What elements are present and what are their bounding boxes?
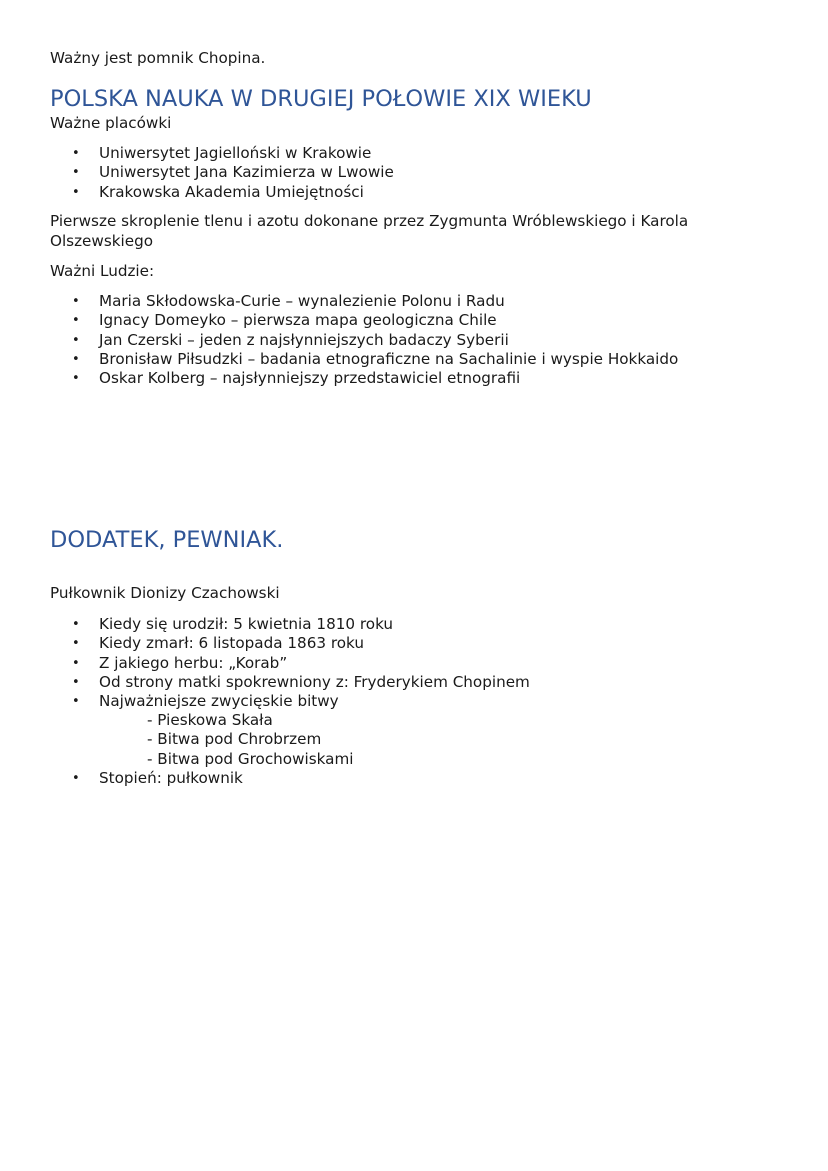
list-item: • Maria Skłodowska-Curie – wynalezienie Polonu i Radu [72,292,505,310]
bullet-icon: • [72,165,80,181]
list-item: • Z jakiego herbu: „Korab” [72,653,288,672]
list-item: • Uniwersytet Jana Kazimierza w Lwowie [72,163,394,182]
bullet-icon: • [72,694,80,710]
people-list [50,292,678,388]
list-item: - Pieskowa Skała [147,711,273,729]
paragraph-line-2: Olszewskiego [50,232,154,250]
intro-line: Ważny jest pomnik Chopina. [50,49,266,67]
bullet-icon: • [72,771,80,786]
section-heading-appendix: DODATEK, PEWNIAK. [50,527,284,553]
list-item: • Jan Czerski – jeden z najsłynniejszych badaczy Syberii [72,330,509,349]
bullet-icon: • [72,674,80,690]
list-item: • Od strony matki spokrewniony z: Fryderykiem Chopinem [72,672,530,691]
list-item: • Bronisław Piłsudzki – badania etnograficzne na Sachalinie i wyspie Hokkaido [72,349,679,368]
bullet-icon: • [72,184,80,200]
list-item: • Kiedy zmarł: 6 listopada 1863 roku [72,634,365,653]
bullet-icon: • [72,371,80,387]
list-item: • Uniwersytet Jagielloński w Krakowie [72,144,372,162]
list-item: • Najważniejsze zwycięskie bitwy [72,692,339,711]
battles-list [50,711,354,769]
bullet-icon: • [72,146,80,161]
bullet-icon: • [72,294,80,309]
list-item: - Bitwa pod Chrobrzem [147,730,322,749]
bullet-icon: • [72,617,80,632]
bullet-icon: • [72,655,80,671]
institutions-label: Ważne placówki [50,114,172,132]
person-name: Pułkownik Dionizy Czachowski [50,584,280,602]
list-item: • Stopień: pułkownik [72,769,243,787]
people-label: Ważni Ludzie: [50,262,155,280]
section-heading-science: POLSKA NAUKA W DRUGIEJ POŁOWIE XIX WIEKU [50,86,592,112]
list-item: • Oskar Kolberg – najsłynniejszy przedstawiciel etnografii [72,369,521,388]
list-item: • Kiedy się urodził: 5 kwietnia 1810 roku [72,615,394,633]
list-item: • Ignacy Domeyko – pierwsza mapa geologiczna Chile [72,311,497,330]
facts-list [50,615,530,711]
bullet-icon: • [72,313,80,329]
rank-list [50,769,243,788]
bullet-icon: • [72,636,80,652]
list-item: - Bitwa pod Grochowiskami [147,749,354,768]
bullet-icon: • [72,351,80,367]
list-item: • Krakowska Akademia Umiejętności [72,182,364,201]
institutions-list [50,144,394,202]
bullet-icon: • [72,332,80,348]
paragraph-line-1: Pierwsze skroplenie tlenu i azotu dokonane przez Zygmunta Wróblewskiego i Karola [50,212,689,230]
